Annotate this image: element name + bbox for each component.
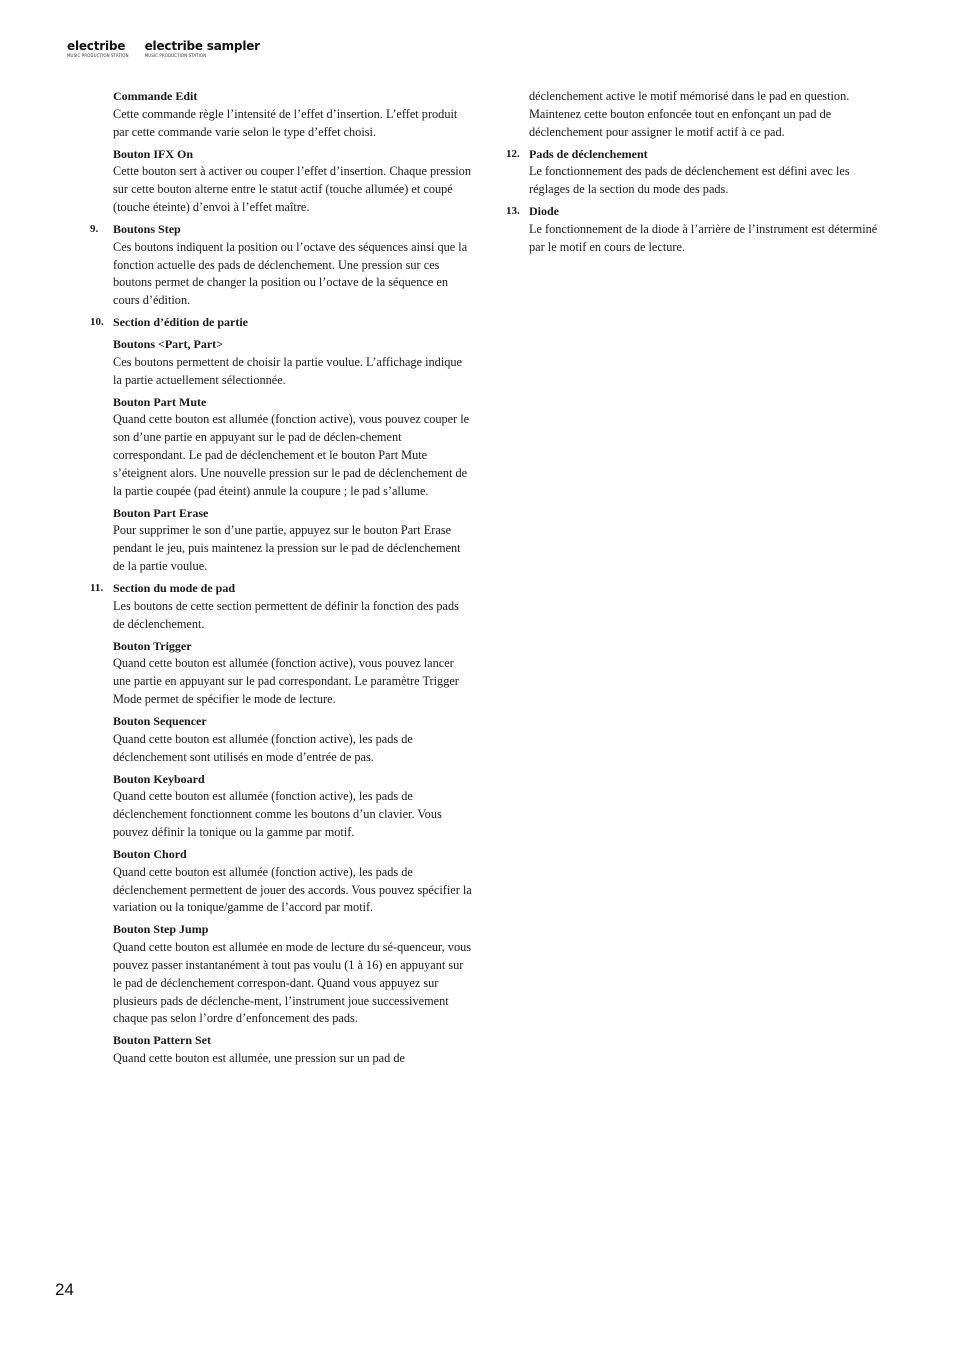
section-bouton-part-mute [113, 394, 472, 501]
section-bouton-trigger [113, 638, 472, 709]
section-bouton-ifx-on [113, 146, 472, 217]
section-heading: Bouton Chord [113, 846, 187, 861]
electribe-sampler-logo [145, 40, 260, 58]
logo-subtitle: MUSIC PRODUCTION STATION [144, 53, 207, 58]
item-13 [506, 203, 890, 256]
item-text: Le fonctionnement des pads de déclenchement est défini avec les réglages de la section du mode des pads. [529, 164, 850, 197]
section-text: Cette bouton sert à activer ou couper l’effet d’insertion. Chaque pression sur cette bouton alterne entre le statut actif (touche allumée) et coupé (touche éteinte) d’envoi à l’effet maître. [113, 164, 471, 214]
section-text: Quand cette bouton est allumée (fonction active), vous pouvez couper le son d’une partie en appuyant sur le pad de déclen-chement correspondant. Le pad de déclenchement et le bouton Part Mute s’éteignent alors. Une nouvelle pression sur le pad de déclenchement de la partie coupée (pad éteint) annule la coupure ; le pad s’allume. [113, 412, 470, 498]
item-text: Ces boutons indiquent la position ou l’octave des séquences ainsi que la fonction actuelle des pads de déclenchement. Une pression sur ces boutons permet de changer la position ou l’octave de la séquence en cours d’édition. [113, 239, 468, 308]
section-heading: Bouton IFX On [113, 146, 194, 161]
logo-subtitle: MUSIC PRODUCTION STATION [67, 53, 129, 58]
left-column [90, 88, 472, 1072]
item-heading: Section d’édition de partie [113, 315, 248, 330]
section-heading: Bouton Keyboard [113, 771, 205, 786]
section-heading: Bouton Part Mute [113, 394, 207, 409]
section-heading: Bouton Part Erase [113, 505, 209, 520]
item-heading: Boutons Step [113, 221, 181, 236]
section-bouton-part-erase [113, 505, 472, 576]
section-bouton-keyboard [113, 771, 472, 842]
item-number: 12. [506, 147, 520, 160]
section-heading: Bouton Trigger [113, 638, 192, 653]
section-bouton-sequencer [113, 713, 472, 766]
section-text: Pour supprimer le son d’une partie, appuyez sur le bouton Part Erase pendant le jeu, puis maintenez la pression sur le pad de déclenchement de la partie voulue. [113, 523, 461, 574]
section-heading: Bouton Step Jump [113, 922, 209, 937]
section-text: Quand cette bouton est allumée, une pression sur un pad de [113, 1051, 405, 1066]
item-11 [90, 580, 472, 633]
electribe-logo [67, 40, 129, 58]
continuation-paragraph [529, 88, 890, 141]
section-text: Quand cette bouton est allumée (fonction active), les pads de déclenchement fonctionnent comme les boutons d’un clavier. Vous pouvez définir la tonique ou la gamme par motif. [113, 789, 442, 839]
section-text: déclenchement active le motif mémorisé dans le pad en question. Maintenez cette bouton enfoncée tout en enfonçant un pad de déclenchement pour assigner le motif actif à ce pad. [529, 89, 850, 139]
item-10 [90, 314, 472, 332]
item-number: 13. [506, 205, 520, 218]
logo-name: electribe sampler [144, 39, 260, 53]
item-number: 11. [90, 582, 104, 595]
item-heading: Diode [529, 204, 559, 219]
section-text: Cette commande règle l’intensité de l’effet d’insertion. L’effet produit par cette commande varie selon le type d’effet choisi. [113, 106, 458, 139]
section-text: Quand cette bouton est allumée (fonction active), les pads de déclenchement sont utilisés en mode d’entrée de pas. [113, 731, 413, 764]
section-bouton-step-jump [113, 921, 472, 1028]
header-logos [67, 40, 260, 58]
item-heading: Pads de déclenchement [529, 146, 648, 161]
item-text: Le fonctionnement de la diode à l’arrière de l’instrument est déterminé par le motif en cours de lecture. [529, 221, 878, 254]
section-boutons-part [113, 336, 472, 389]
section-commande-edit [113, 88, 472, 141]
section-heading: Bouton Pattern Set [113, 1033, 211, 1048]
item-text: Les boutons de cette section permettent de définir la fonction des pads de déclenchement. [113, 598, 459, 631]
section-text: Quand cette bouton est allumée en mode de lecture du sé-quenceur, vous pouvez passer instantanément à tout pas voulu (1 à 16) en appuyant sur le pad de déclenchement correspon-dant. Quand vous appuyez sur plusieurs pads de déclenche-ment, l’instrument joue successivement chaque pas selon l’ordre d’enfoncement des pads. [113, 940, 472, 1026]
right-column [506, 88, 890, 261]
section-text: Ces boutons permettent de choisir la partie voulue. L’affichage indique la partie actuellement sélectionnée. [113, 354, 462, 387]
page-number: 24 [55, 1280, 74, 1299]
item-9 [90, 221, 472, 310]
section-bouton-pattern-set [113, 1032, 472, 1068]
section-heading: Bouton Sequencer [113, 713, 207, 728]
section-text: Quand cette bouton est allumée (fonction active), vous pouvez lancer une partie en appuyant sur le pad correspondant. Le paramètre Trigger Mode permet de spécifier le mode de lecture. [113, 656, 459, 706]
item-number: 10. [90, 316, 104, 329]
item-heading: Section du mode de pad [113, 581, 236, 596]
item-number: 9. [90, 222, 99, 235]
section-text: Quand cette bouton est allumée (fonction active), les pads de déclenchement permettent de jouer des accords. Vous pouvez spécifier la variation ou la tonique/gamme de l’accord par motif. [113, 864, 472, 915]
section-bouton-chord [113, 846, 472, 917]
item-12 [506, 146, 890, 199]
section-heading: Commande Edit [113, 89, 198, 103]
logo-name: electribe [67, 39, 126, 53]
section-heading: Boutons <Part, Part> [113, 337, 223, 352]
